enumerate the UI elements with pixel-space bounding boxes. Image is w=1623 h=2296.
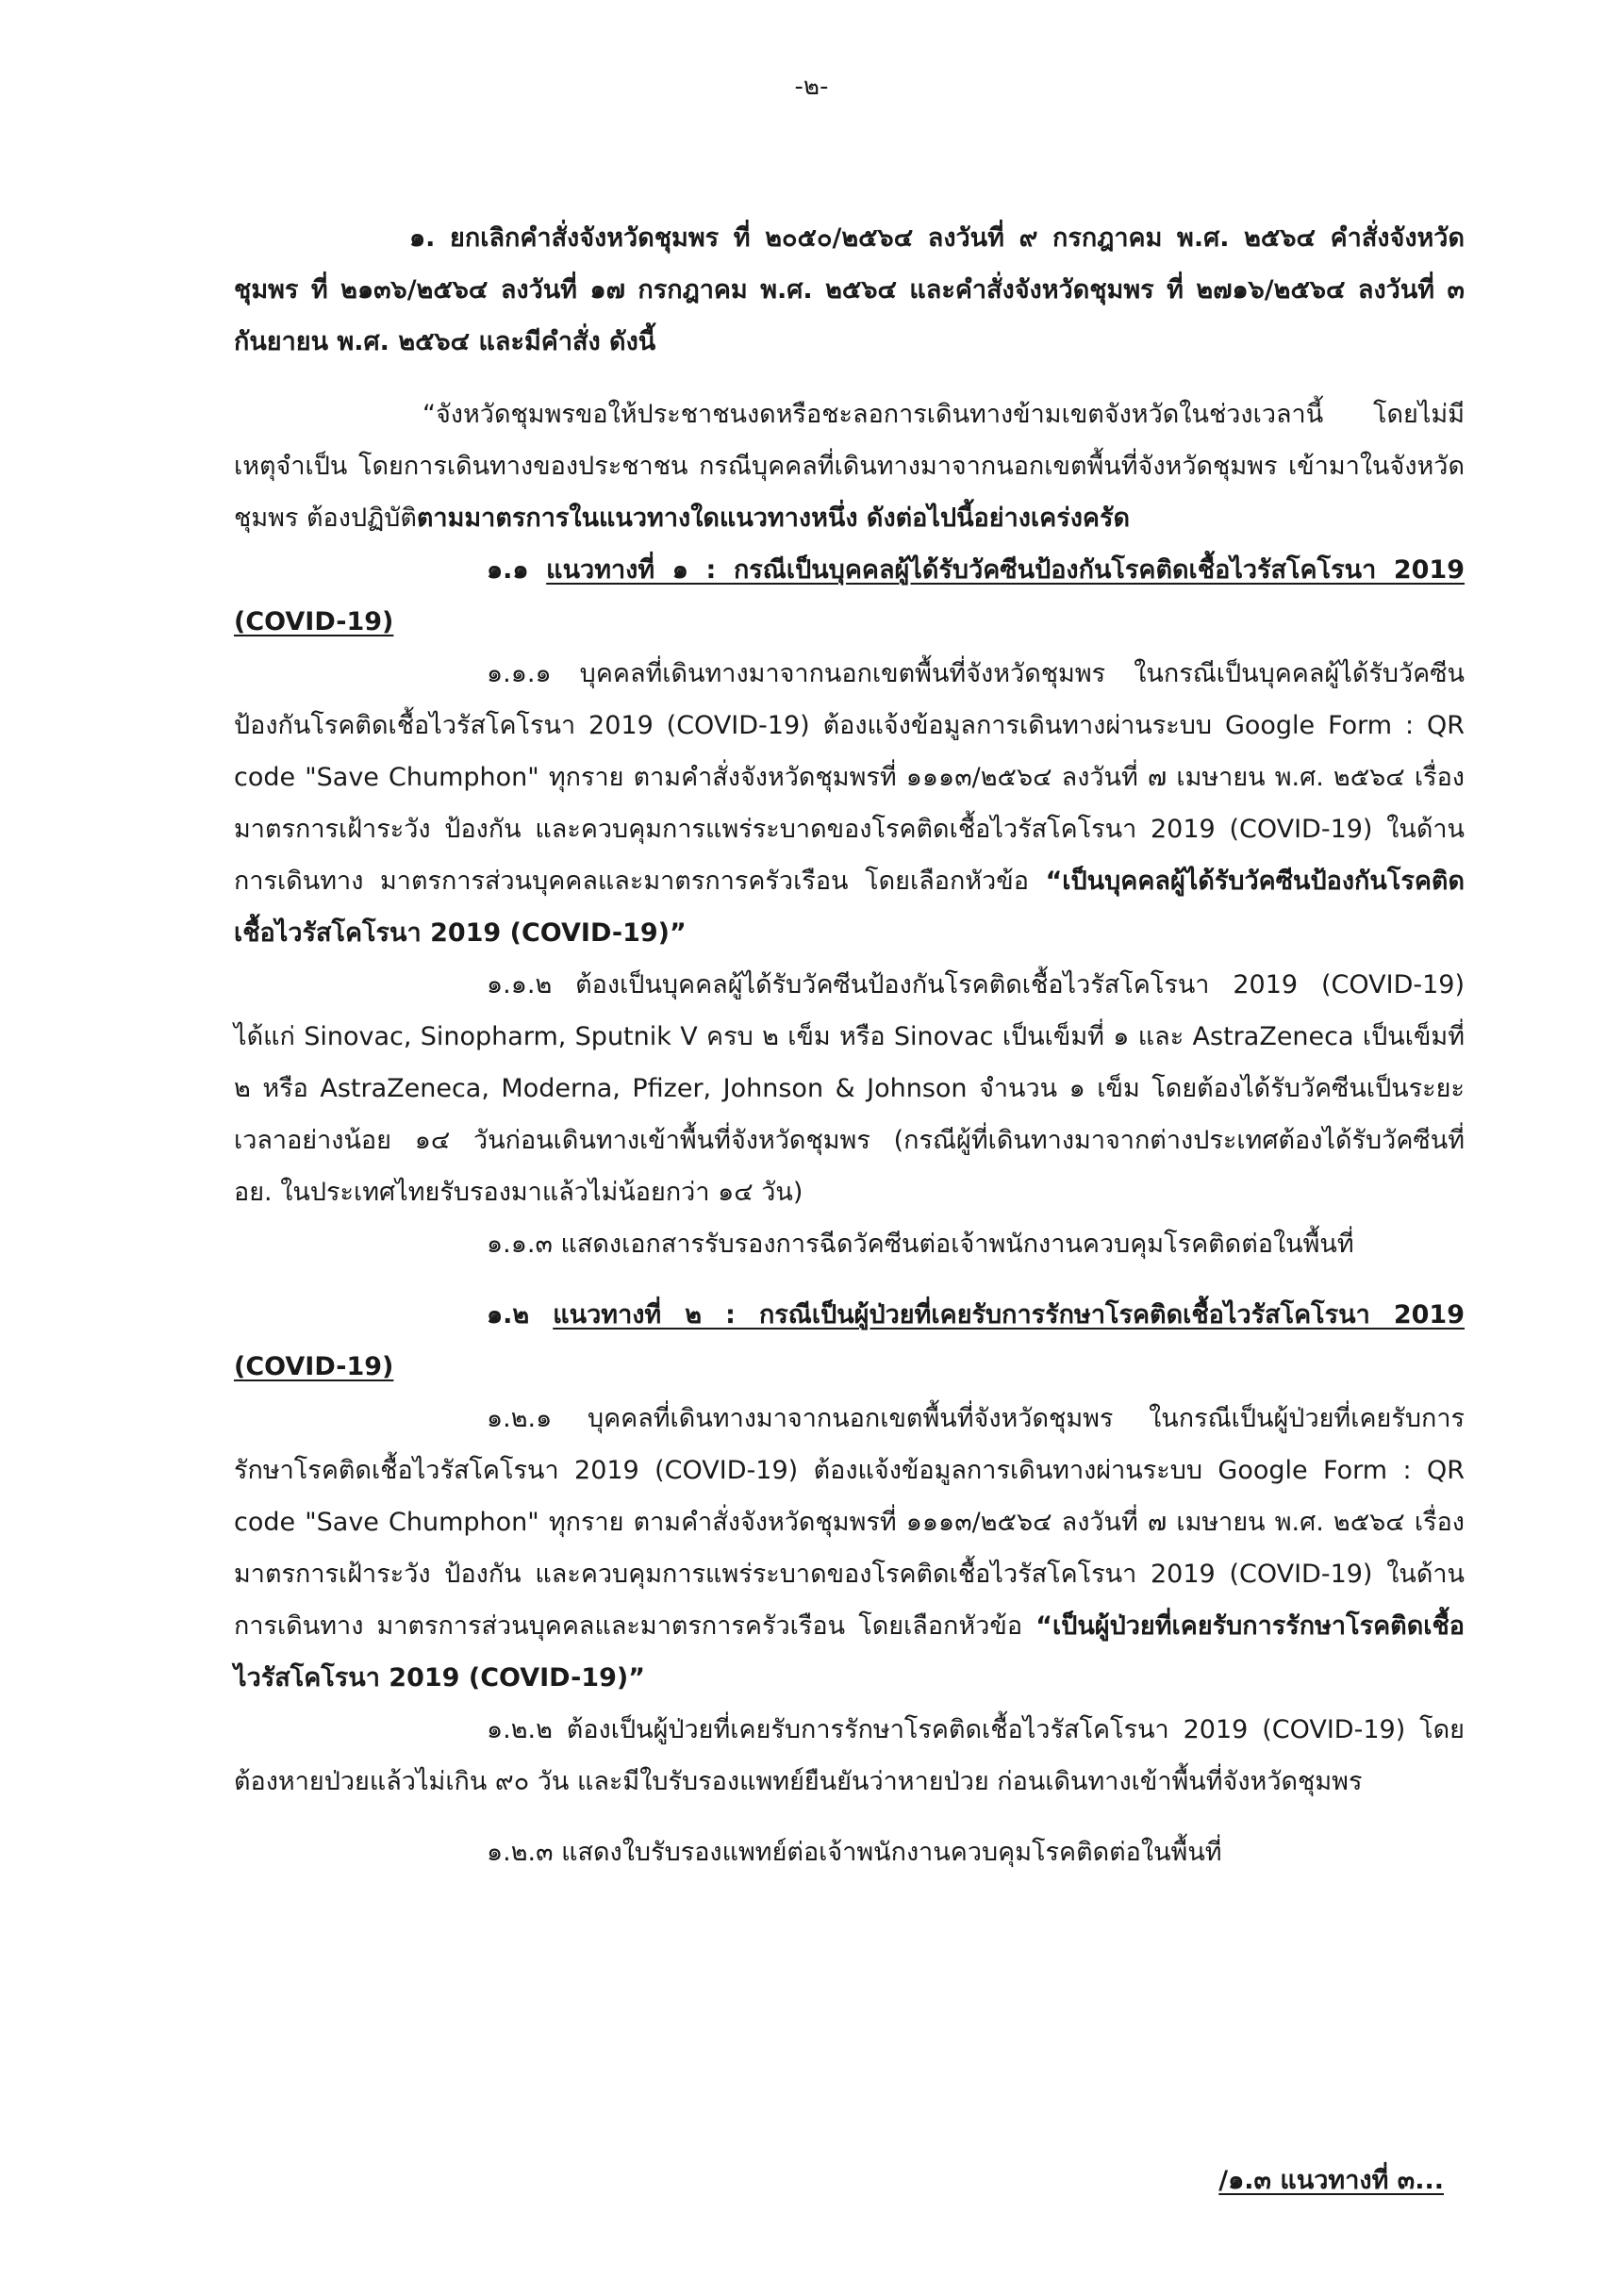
section-1-1-title-cont: (COVID-19) <box>234 607 394 636</box>
item-1-2-2: ๑.๒.๒ ต้องเป็นผู้ป่วยที่เคยรับการรักษาโรคติดเชื้อไวรัสโคโรนา 2019 (COVID-19) โดยต้องหายป่วยแล้วไม่เกิน ๙๐ วัน และมีใบรับรองแพทย์ยืนยันว่าหายป่วย ก่อนเดินทางเข้าพื้นที่จังหวัดชุมพร <box>234 1715 1465 1796</box>
item-1-1-1-emphasis: “เป็นบุคคลผู้ได้รับวัคซีนป้องกันโรคติดเชื้อไวรัสโคโรนา 2019 (COVID-19)” <box>234 867 1465 948</box>
paragraph-travel-request-emphasis: ตามมาตรการในแนวทางใดแนวทางหนึ่ง ดังต่อไปนี้อย่างเคร่งครัด <box>416 504 1131 533</box>
paragraph-cancel-orders-line-1: ๑. ยกเลิกคำสั่งจังหวัดชุมพร ที่ ๒๐๕๐/๒๕๖๔ ลงวันที่ ๙ กรกฎาคม พ.ศ. ๒๕๖๔ <box>409 223 1316 253</box>
item-1-2-1-text: ๑.๒.๑ บุคคลที่เดินทางมาจากนอกเขตพื้นที่จังหวัดชุมพร ในกรณีเป็นผู้ป่วยที่เคยรับการรักษาโรคติดเชื้อไวรัสโคโรนา 2019 (COVID-19) ต้องแจ้งข้อมูลการเดินทางผ่านระบบ Google Form : QR code "Save Chumphon" ทุกราย ตามคำสั่งจังหวัดชุมพรที่ ๑๑๑๓/๒๕๖๔ ลงวันที่ ๗ เมษายน พ.ศ. ๒๕๖๔ เรื่อง มาตรการเฝ้าระวัง ป้องกัน และควบคุมการแพร่ระบาดของโรคติดเชื้อไวรัสโคโรนา 2019 (COVID-19) ในด้านการเดินทาง มาตรการส่วนบุคคลและมาตรการครัวเรือน โดยเลือกหัวข้อ <box>234 1404 1465 1641</box>
paragraph-cancel-orders-line-3: ที่ ๒๗๑๖/๒๕๖๔ ลงวันที่ ๓ กันยายน พ.ศ. ๒๕๖๔ และมีคำสั่ง ดังนี้ <box>234 275 1466 356</box>
item-1-1-2: ๑.๑.๒ ต้องเป็นบุคคลผู้ได้รับวัคซีนป้องกันโรคติดเชื้อไวรัสโคโรนา 2019 (COVID-19) ได้แก่ Sinovac, Sinopharm, Sputnik V ครบ ๒ เข็ม หรือ Sinovac เป็นเข็มที่ ๑ และ AstraZeneca เป็นเข็มที่ ๒ หรือ AstraZeneca, Moderna, Pfizer, Johnson & Johnson จำนวน ๑ เข็ม โดยต้องได้รับวัคซีนเป็นระยะเวลาอย่างน้อย ๑๔ วันก่อนเดินทางเข้าพื้นที่จังหวัดชุมพร (กรณีผู้ที่เดินทางมาจากต่างประเทศต้องได้รับวัคซีนที่ อย. ในประเทศไทยรับรองมาแล้วไม่น้อยกว่า ๑๔ วัน) <box>234 970 1465 1207</box>
item-1-2-3: ๑.๒.๓ แสดงใบรับรองแพทย์ต่อเจ้าพนักงานควบคุมโรคติดต่อในพื้นที่ <box>487 1838 1222 1867</box>
item-1-1-3: ๑.๑.๓ แสดงเอกสารรับรองการฉีดวัคซีนต่อเจ้าพนักงานควบคุมโรคติดต่อในพื้นที่ <box>487 1230 1354 1259</box>
section-1-2-title: แนวทางที่ ๒ : กรณีเป็นผู้ป่วยที่เคยรับการรักษาโรคติดเชื้อไวรัสโคโรนา 2019 <box>553 1300 1465 1330</box>
continuation-marker: /๑.๓ แนวทางที่ ๓... <box>1218 2166 1444 2195</box>
paragraph-cancel-orders-line-2: คำสั่งจังหวัดชุมพร ที่ ๒๑๓๖/๒๕๖๔ ลงวันที่ ๑๗ กรกฎาคม พ.ศ. ๒๕๖๔ และคำสั่งจังหวัดชุมพร <box>234 223 1465 305</box>
item-1-1-1 <box>234 648 1465 959</box>
paragraph-cancel-orders <box>234 212 1465 368</box>
document-body <box>234 212 1465 1878</box>
section-1-1-heading <box>234 544 1465 648</box>
item-1-2-1 <box>234 1393 1465 1704</box>
item-1-2-1-emphasis: “เป็นผู้ป่วยที่เคยรับการรักษาโรคติดเชื้อไวรัสโคโรนา 2019 (COVID-19)” <box>234 1611 1465 1693</box>
section-1-2-heading <box>234 1289 1465 1393</box>
paragraph-travel-request-text: “จังหวัดชุมพรขอให้ประชาชนงดหรือชะลอการเดินทางข้ามเขตจังหวัดในช่วงเวลานี้ โดยไม่มีเหตุจำเป็น โดยการเดินทางของประชาชน กรณีบุคคลที่เดินทางมาจากนอกเขตพื้นที่จังหวัดชุมพร เข้ามาในจังหวัดชุมพร ต้องปฏิบัติ <box>234 400 1465 533</box>
item-1-1-1-text: ๑.๑.๑ บุคคลที่เดินทางมาจากนอกเขตพื้นที่จังหวัดชุมพร ในกรณีเป็นบุคคลผู้ได้รับวัคซีนป้องกันโรคติดเชื้อไวรัสโคโรนา 2019 (COVID-19) ต้องแจ้งข้อมูลการเดินทางผ่านระบบ Google Form : QR code "Save Chumphon" ทุกราย ตามคำสั่งจังหวัดชุมพรที่ ๑๑๑๓/๒๕๖๔ ลงวันที่ ๗ เมษายน พ.ศ. ๒๕๖๔ เรื่อง มาตรการเฝ้าระวัง ป้องกัน และควบคุมการแพร่ระบาดของโรคติดเชื้อไวรัสโคโรนา 2019 (COVID-19) ในด้านการเดินทาง มาตรการส่วนบุคคลและมาตรการครัวเรือน โดยเลือกหัวข้อ <box>234 659 1465 896</box>
section-1-2-number: ๑.๒ <box>487 1300 554 1330</box>
page-number: -๒- <box>794 73 829 101</box>
section-1-1-title: แนวทางที่ ๑ : กรณีเป็นบุคคลผู้ได้รับวัคซีนป้องกันโรคติดเชื้อไวรัสโคโรนา 2019 <box>546 555 1466 585</box>
section-1-1-number: ๑.๑ <box>487 555 547 585</box>
paragraph-travel-request <box>234 388 1465 544</box>
section-1-2-title-cont: (COVID-19) <box>234 1352 394 1381</box>
